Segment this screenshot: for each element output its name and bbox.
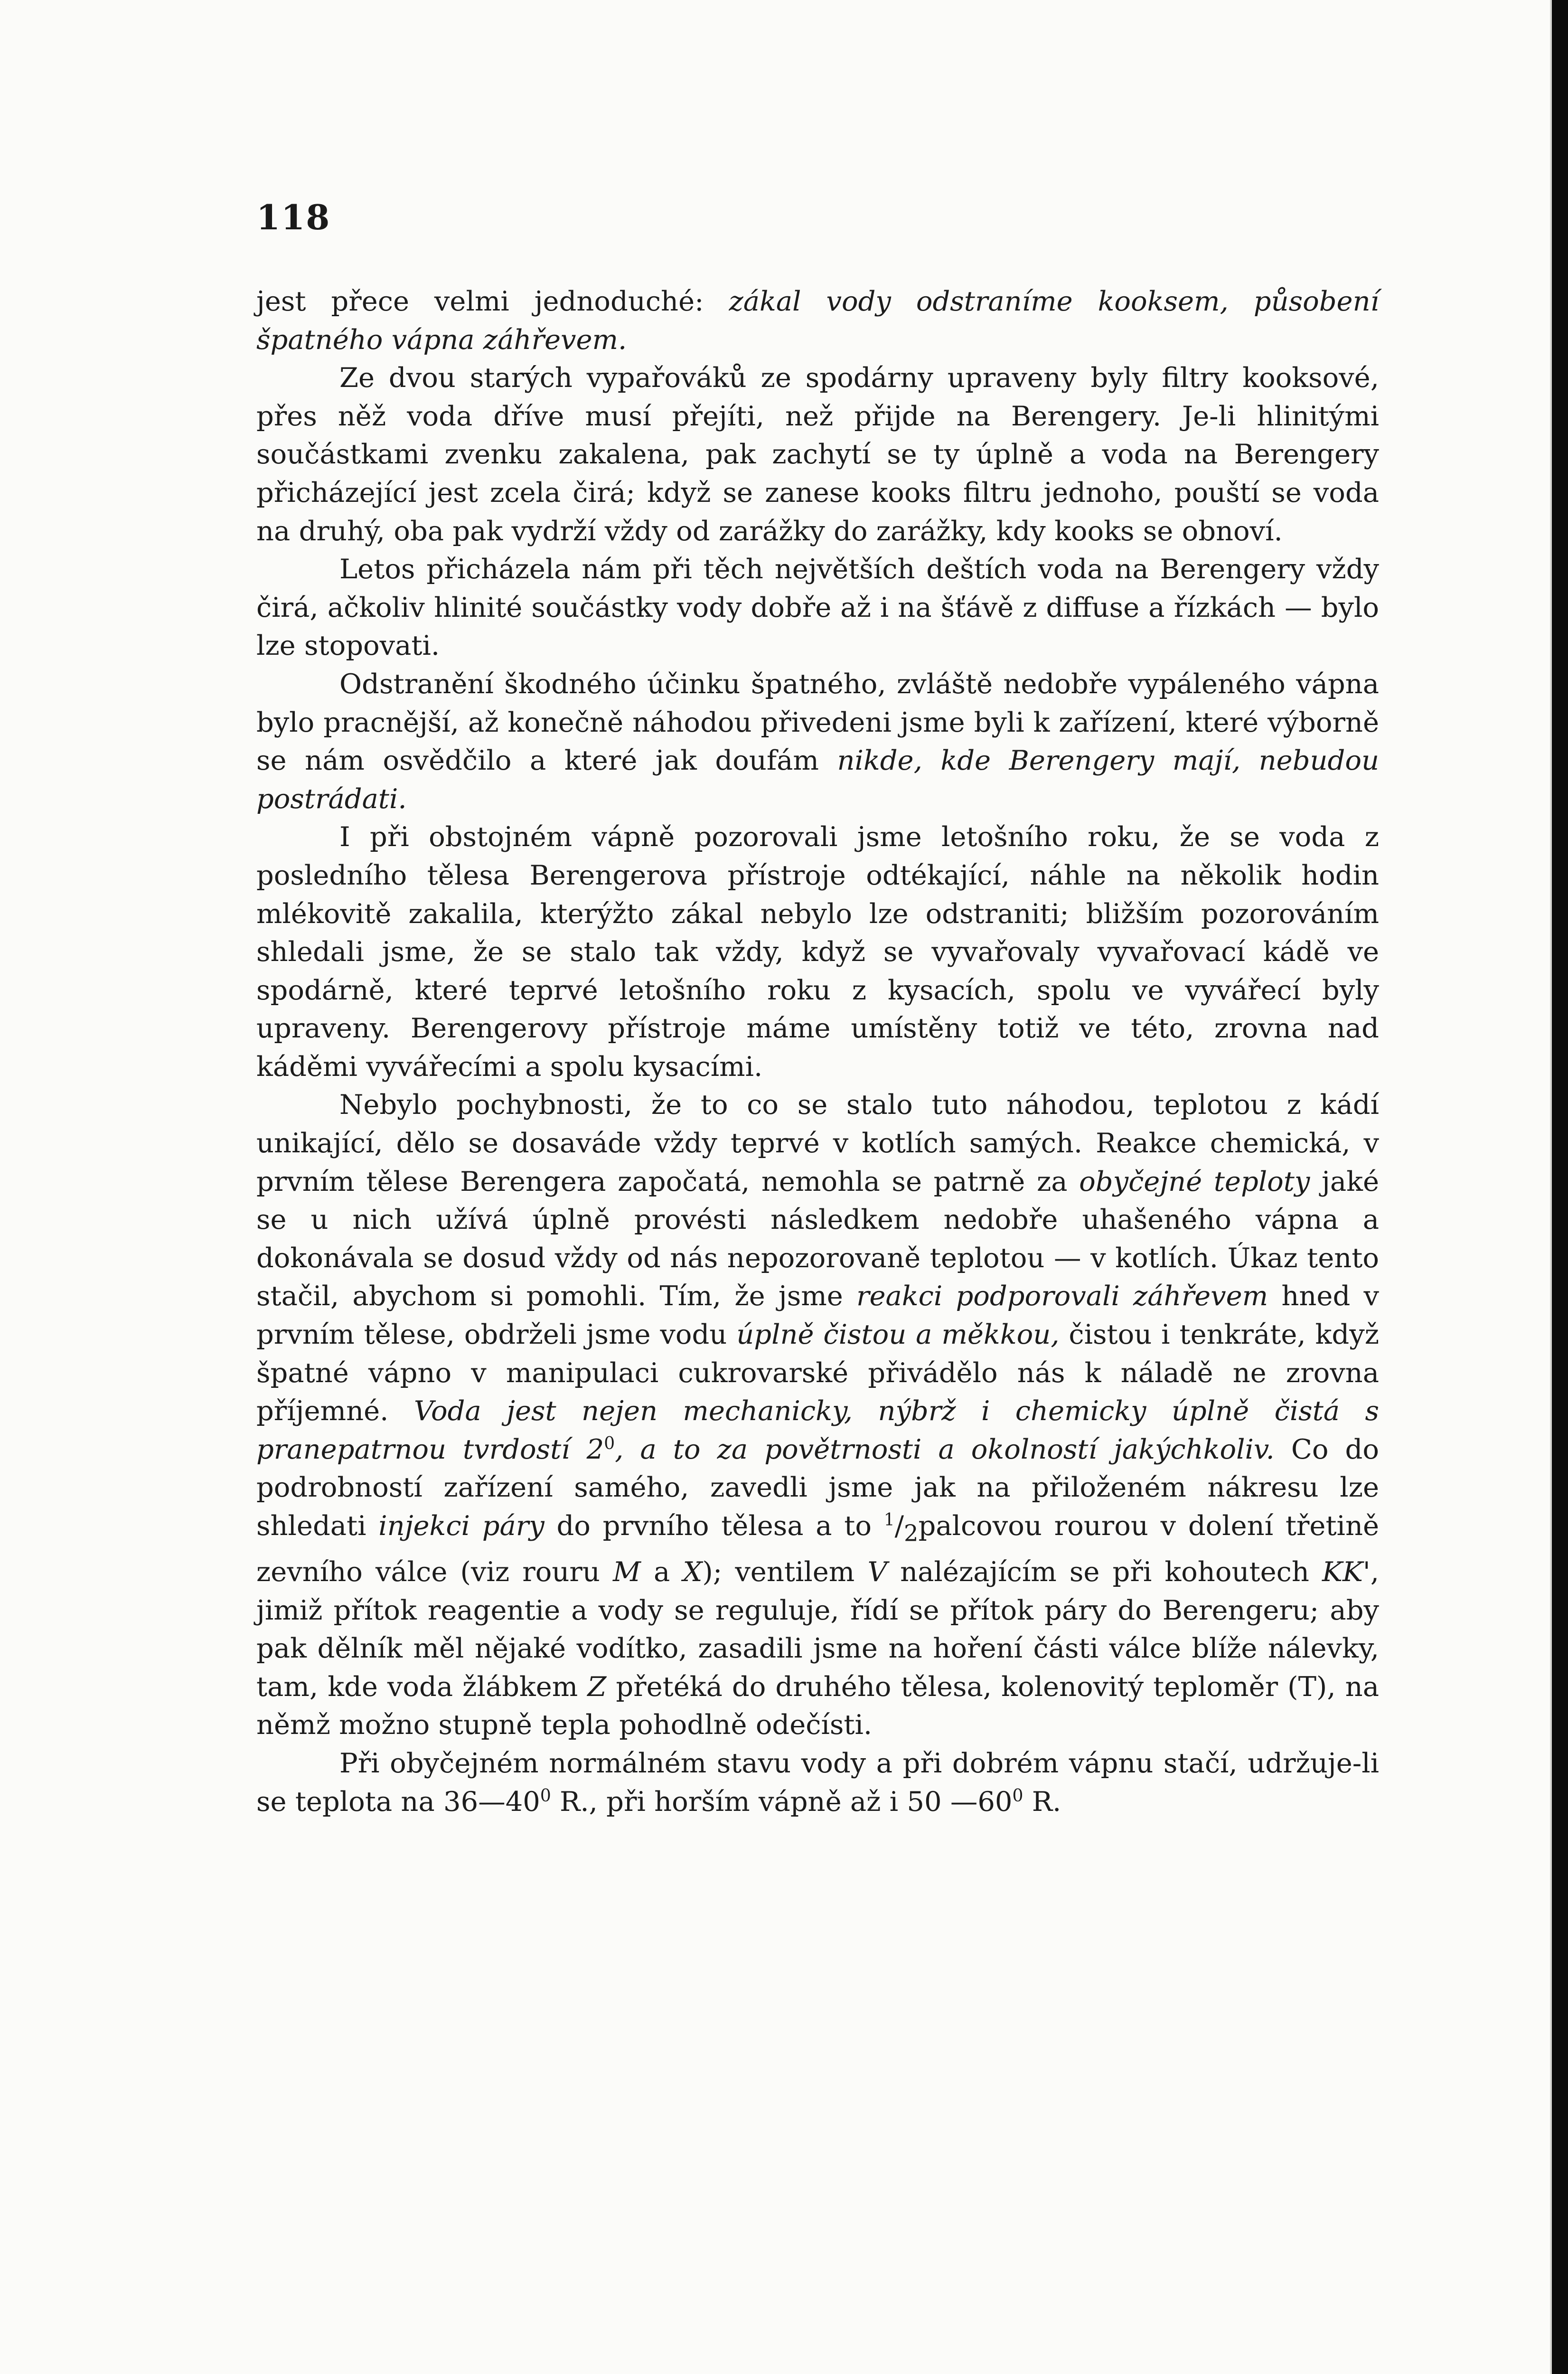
paragraph-7 (256, 1744, 1379, 1821)
p6-text: Co do podrobností zařízení samého, zavedli jsme jak na přiloženém nákresu lze shledati (256, 1433, 1379, 1542)
p4-text: Odstranění škodného účinku špatného, zvláště nedobře vypáleného vápna bylo pracnější, až konečně náhodou přivedeni jsme byli k zařízení, které výborně se nám osvědčilo a které jak doufám (256, 668, 1379, 777)
p6-text: do prvního tělesa a to (544, 1510, 884, 1542)
degree-superscript: 0 (1012, 1786, 1023, 1806)
p6-text: Nebylo pochybnosti, že to co se stalo tuto náhodou, teplotou z kádí unikající, dělo se dosaváde vždy teprvé v kotlích samých. Reakce chemická, v prvním tělese Berengera započatá, nemohla se patrně za (256, 1089, 1379, 1197)
p6-italic: injekci páry (378, 1510, 545, 1542)
fraction-numerator: 1 (883, 1510, 895, 1530)
p6-italic: V (867, 1556, 887, 1588)
p6-text: , jimiž přítok reagentie a vody se reguluje, řídí se přítok páry do Berengeru; aby pak dělník měl nějaké vodítko, zasadili jsme na hoření části válce blíže nálevky, tam, kde voda žlábkem (256, 1556, 1379, 1703)
p6-text: čistou i tenkráte, když špatné vápno v manipulaci cukrovarské přivádělo nás k náladě ne zrovna příjemné. (256, 1319, 1379, 1427)
fraction-one-half (883, 1510, 919, 1547)
fraction-slash: / (894, 1510, 904, 1542)
p6-italic: Z (587, 1670, 607, 1703)
p6-text: palcovou rourou v dolení třetině zevního válce (viz rouru (256, 1510, 1379, 1588)
degree-superscript: 0 (604, 1433, 615, 1453)
paragraph-6 (256, 1086, 1379, 1744)
degree-superscript: 0 (540, 1786, 551, 1806)
fraction-denominator: 2 (904, 1520, 919, 1547)
paragraph-3: Letos přicházela nám při těch největších deštích voda na Berengery vždy čirá, ačkoliv hlinité součástky vody dobře až i na šťávě z diffuse a řízkách — bylo lze stopovati. (256, 553, 1379, 662)
p6-italic: úplně čistou a měkkou, (736, 1319, 1060, 1351)
p1-text: jest přece velmi jednoduché: (256, 285, 729, 317)
p6-italic: reakci podporovali záhřevem (856, 1280, 1268, 1312)
p6-text: ); ventilem (702, 1556, 868, 1588)
page-number: 118 (256, 197, 331, 237)
paragraph-2: Ze dvou starých vypařováků ze spodárny upraveny byly filtry kooksové, přes něž voda dříve musí přejíti, než přijde na Berengery. Je-li hlinitými součástkami zvenku zakalena, pak zachytí se ty úplně a voda na Berengery přicházející jest zcela čirá; když se zanese kooks filtru jednoho, pouští se voda na druhý, oba pak vydrží vždy od zarážky do zarážky, kdy kooks se obnoví. (256, 362, 1379, 547)
p7-text: R., při horším vápně až i 50 —60 (551, 1785, 1013, 1818)
p6-text: jaké se u nich užívá úplně provésti následkem nedobře uhašeného vápna a dokonávala se dosud vždy od nás nepozorovaně teplotou — v kotlích. Úkaz tento stačil, abychom si pomohli. Tím, že jsme (256, 1165, 1379, 1312)
p6-text: přetéká do druhého tělesa, kolenovitý teploměr (T), na němž možno stupně tepla pohodlně odečísti. (256, 1670, 1379, 1741)
paragraph-4 (256, 665, 1379, 818)
p6-text: a (640, 1556, 683, 1588)
p7-text: R. (1023, 1785, 1061, 1818)
p4-italic: nikde, kde Berengery mají, nebudou postrádati. (256, 744, 1380, 815)
p6-italic: M (613, 1556, 641, 1588)
p6-text: nalézajícím se při kohoutech (887, 1556, 1322, 1588)
p6-italic: Voda jest nejen mechanicky, nýbrž i chemicky úplně čistá s pranepatrnou tvrdostí 2 (256, 1395, 1379, 1465)
paragraph-5: I při obstojném vápně pozorovali jsme letošního roku, že se voda z posledního tělesa Berengerova přístroje odtékající, náhle na několik hodin mlékovitě zakalila, kterýžto zákal nebylo lze odstraniti; bližším pozorováním shledali jsme, že se stalo tak vždy, když se vyvařovaly vyvařovací kádě ve spodárně, které teprvé letošního roku z kysacích, spolu ve vyvářecí byly upraveny. Berengerovy přístroje máme umístěny totiž ve této, zrovna nad káděmi vyvářecími a spolu kysacími. (256, 821, 1379, 1083)
p6-italic: KK' (1322, 1556, 1371, 1588)
paragraph-1 (256, 283, 1379, 359)
p1-italic: zákal vody odstraníme kooksem, působení špatného vápna záhřevem. (256, 285, 1380, 356)
p6-italic: obyčejné teploty (1079, 1165, 1310, 1197)
p7-text: Při obyčejném normálném stavu vody a při dobrém vápnu stačí, udržuje-li se teplota na 36—40 (256, 1747, 1379, 1818)
p6-text: hned v prvním tělese, obdrželi jsme vodu (256, 1280, 1379, 1351)
body-text (256, 283, 1379, 1821)
p6-italic: , a to za povětrnosti a okolností jakýchkoliv. (615, 1433, 1275, 1465)
p6-italic: X (683, 1556, 703, 1588)
